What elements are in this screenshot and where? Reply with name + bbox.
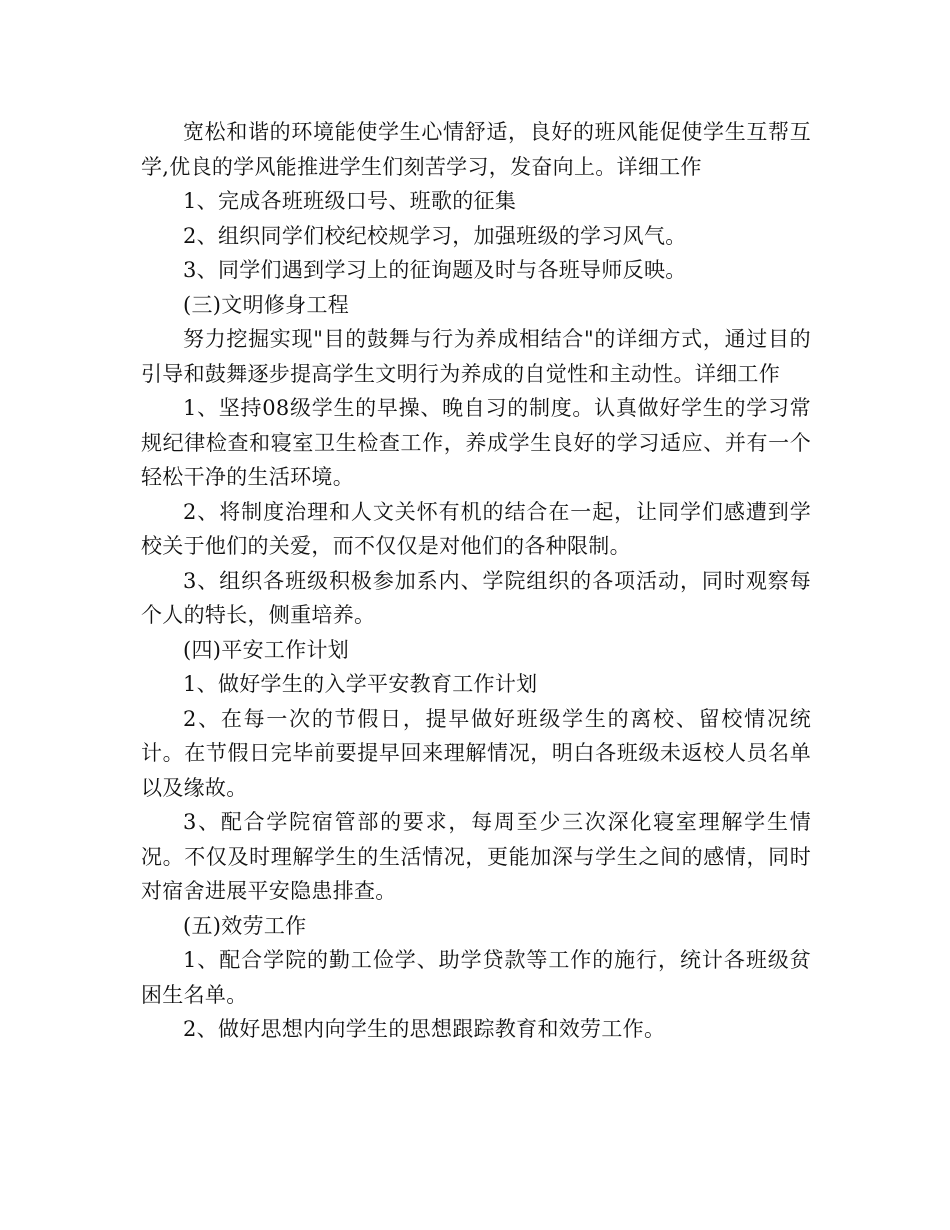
section-heading-civility: (三)文明修身工程 bbox=[183, 292, 350, 317]
item-school-rules-study: 2、组织同学们校纪校规学习，加强班级的学习风气。 bbox=[183, 223, 687, 248]
item-work-study: 1、配合学院的勤工俭学、助学贷款等工作的施行，统计各班级贫困生名单。 bbox=[141, 948, 811, 1007]
item-morning-exercise: 1、坚持08级学生的早操、晚自习的制度。认真做好学生的学习常规纪律检查和寝室卫生检查工作，养成学生良好的学习适应、并有一个轻松干净的生活环境。 bbox=[141, 396, 811, 489]
paragraph-class-atmosphere: 宽松和谐的环境能使学生心情舒适，良好的班风能促使学生互帮互学,优良的学风能推进学生们刻苦学习，发奋向上。详细工作 bbox=[141, 120, 811, 179]
item-holiday-statistics: 2、在每一次的节假日，提早做好班级学生的离校、留校情况统计。在节假日完毕前要提早回来理解情况，明白各班级未返校人员名单以及缘故。 bbox=[141, 706, 811, 800]
paragraph-civility-intro: 努力挖掘实现"目的鼓舞与行为养成相结合"的详细方式，通过目的引导和鼓舞逐步提高学生文明行为养成的自觉性和主动性。详细工作 bbox=[141, 327, 811, 386]
item-safety-education: 1、做好学生的入学平安教育工作计划 bbox=[183, 672, 538, 696]
item-care-and-rules: 2、将制度治理和人文关怀有机的结合在一起，让同学们感遭到学校关于他们的关爱，而不仅仅是对他们的各种限制。 bbox=[141, 499, 811, 558]
item-report-questions: 3、同学们遇到学习上的征询题及时与各班导师反映。 bbox=[183, 258, 687, 282]
document-body bbox=[141, 115, 811, 1047]
section-heading-safety: (四)平安工作计划 bbox=[183, 637, 350, 662]
item-activities: 3、组织各班级积极参加系内、学院组织的各项活动，同时观察每个人的特长，侧重培养。 bbox=[141, 568, 811, 627]
item-class-slogan: 1、完成各班班级口号、班歌的征集 bbox=[183, 189, 517, 213]
item-introvert-students: 2、做好思想内向学生的思想跟踪教育和效劳工作。 bbox=[183, 1017, 666, 1041]
section-heading-service: (五)效劳工作 bbox=[183, 913, 307, 938]
item-dorm-visits: 3、配合学院宿管部的要求，每周至少三次深化寝室理解学生情况。不仅及时理解学生的生活情况，更能加深与学生之间的感情，同时对宿舍进展平安隐患排查。 bbox=[141, 810, 811, 903]
